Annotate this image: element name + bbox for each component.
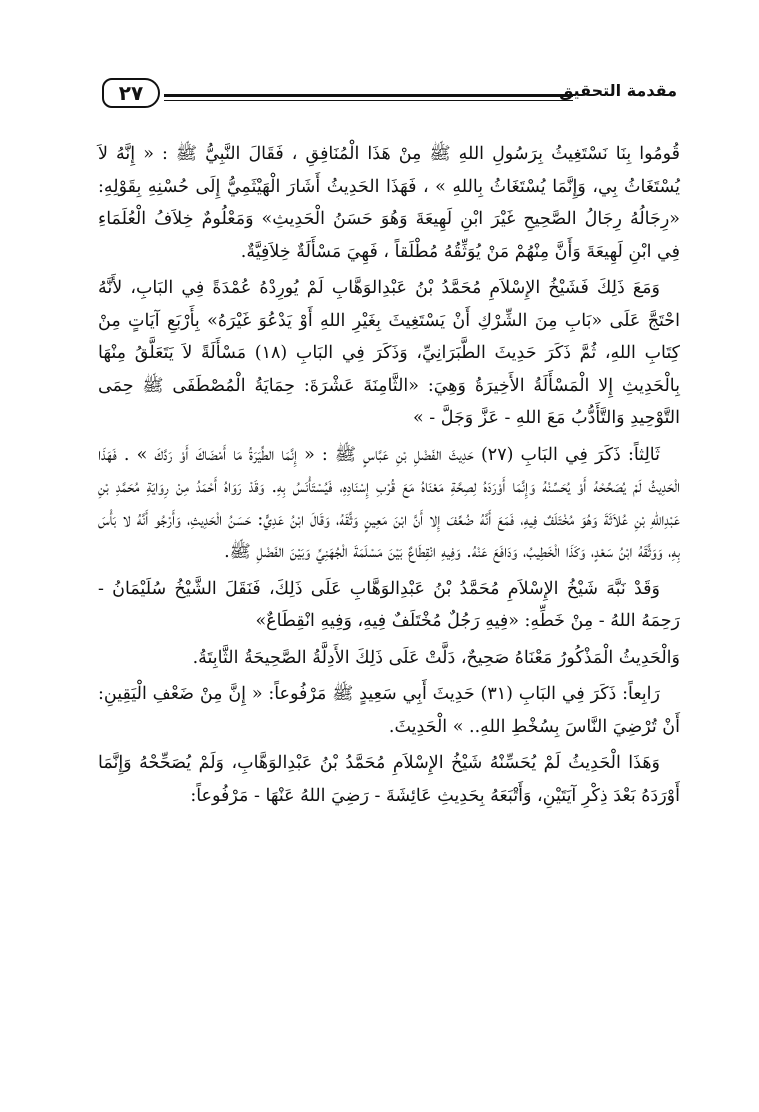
- header-rule: [164, 94, 573, 97]
- running-title: مقدمة التحقيق: [559, 81, 677, 100]
- page-number: ٢٧: [102, 78, 160, 108]
- page-header: [102, 76, 677, 110]
- paragraph-7: وَهَذَا الْحَدِيثُ لَمْ يُحَسِّنْهُ شَيْخُ الإِسْلاَمِ مُحَمَّدُ بْنُ عَبْدِالوَهَّابِ، وَلَمْ يُصَحِّحْهُ وَإِنَّمَا أَوْرَدَهُ بَعْدَ ذِكْرِ آيَتَيْنِ، وَأَتْبَعَهُ بِحَدِيثِ عَائِشَةَ - رَضِيَ اللهُ عَنْهَا - مَرْفُوعاً:: [98, 753, 680, 806]
- paragraph-2: وَمَعَ ذَلِكَ فَشَيْخُ الإِسْلاَمِ مُحَمَّدُ بْنُ عَبْدِالوَهَّابِ لَمْ يُورِدْهُ عُمْدَةً فِي البَابِ، لأَنَّهُ احْتَجَّ عَلَى «بَابِ مِنَ الشِّرْكِ أَنْ يَسْتَغِيثَ بِغَيْرِ اللهِ أَوْ يَدْعُوَ غَيْرَهُ» بِأَرْبَعِ آيَاتٍ مِنْ كِتَابِ اللهِ، ثُمَّ ذَكَرَ حَدِيثَ الطَّبَرَانِيِّ، وَذَكَرَ فِي البَابِ (١٨) مَسْأَلَةً لاَ يَتَعَلَّقُ مِنْهَا بِالْحَدِيثِ إِلا الْمَسْأَلَةُ الأَخِيرَةُ وَهِيَ: «الثَّامِنَةَ عَشْرَةَ: حِمَايَةُ الْمُصْطَفَى ﷺ حِمَى التَّوْحِيدِ وَالتَّأَدُّبُ مَعَ اللهِ - عَزَّ وَجَلَّ - »: [98, 278, 680, 428]
- header-rule-thin: [164, 100, 573, 101]
- paragraph-4: وَقَدْ نَبَّهَ شَيْخُ الإِسْلاَمِ مُحَمَّدُ بْنُ عَبْدِالوَهَّابِ عَلَى ذَلِكَ، فَنَقَلَ الشَّيْخُ سُلَيْمَانُ - رَحِمَهُ اللهُ - مِنْ خَطِّهِ: «فِيهِ رَجُلٌ مُخْتَلَفٌ فِيهِ، وَفِيهِ انْقِطَاعٌ»: [98, 578, 680, 631]
- paragraph-5: وَالْحَدِيثُ الْمَذْكُورُ مَعْنَاهُ صَحِيحٌ، دَلَّتْ عَلَى ذَلِكَ الأَدِلَّةُ الصَّحِيحَةُ الثَّابِتَةُ.: [192, 647, 680, 668]
- paragraph-6: رَابِعاً: ذَكَرَ فِي البَابِ (٣١) حَدِيثَ أَبِي سَعِيدٍ ﷺ مَرْفُوعاً: « إِنَّ مِنْ ضَعْفِ الْيَقِينِ: أَنْ تُرْضِيَ النَّاسَ بِسُخْطِ اللهِ.. » الْحَدِيثَ.: [98, 684, 680, 737]
- paragraph-3: ثَالِثاً: ذَكَرَ فِي البَابِ (٢٧) حَدِيثَ الفَضْلِ بْنِ عَبَّاسٍ ﷺ : « إِنَّمَا الطِّيَرَةُ مَا أَمْضَاكَ أَوْ رَدَّكَ » . فَهَذَا الْحَدِيثُ لَمْ يُصَحِّحْهُ أَوْ يُحَسِّنْهُ وَإِنَّمَا أَوْرَدَهُ لِصِحَّةِ مَعْنَاهُ مَعَ قُرْبِ إِسْنَادِهِ، فَيُسْتَأْنَسُ بِهِ. وَقَدْ رَوَاهُ أَحْمَدُ مِنْ رِوَايَةِ مُحَمَّدِ بْنِ عَبْدِاللهِ بْنِ عُلاَثَةَ وَهُوَ مُخْتَلَفٌ فِيهِ، فَمَعَ أَنَّهُ ضُعِّفَ إِلا أَنَّ ابْنَ مَعِينٍ وَثَّقَهُ، وَقَالَ ابْنُ عَدِيٍّ: حَسَنُ الْحَدِيثِ، وَأَرْجُو أَنَّهُ لا بَأْسَ بِهِ، وَوَثَّقَهُ ابْنُ سَعْدٍ، وَكَذَا الْخَطِيبُ، وَدَافَعَ عَنْهُ. وَفِيهِ انْقِطَاعٌ بَيْنَ مَسْلَمَةَ الْجُهَنِيِّ وَبَيْنَ الفَضْلِ ﷺ.: [98, 444, 680, 562]
- paragraph-1: قُومُوا بِنَا نَسْتَغِيثُ بِرَسُولِ اللهِ ﷺ مِنْ هَذَا الْمُنَافِقِ ، فَقَالَ النَّبِيُّ ﷺ : « إِنَّهُ لاَ يُسْتَغَاثُ بِي، وَإِنَّمَا يُسْتَغَاثُ بِاللهِ » ، فَهَذَا الحَدِيثُ أَشَارَ الْهَيْثَمِيُّ إِلَى حُسْنِهِ بِقَوْلِهِ: «رِجَالُهُ رِجَالُ الصَّحِيحِ غَيْرَ ابْنِ لَهِيعَةَ وَهُوَ حَسَنُ الْحَدِيثِ» وَمَعْلُومٌ خِلاَفُ الْعُلَمَاءِ فِي ابْنِ لَهِيعَةَ وَأَنَّ مِنْهُمْ مَنْ يُوَثِّقُهُ مُطْلَقاً ، فَهِيَ مَسْأَلَةٌ خِلاَفِيَّةٌ.: [98, 144, 680, 262]
- body-text: [98, 138, 680, 812]
